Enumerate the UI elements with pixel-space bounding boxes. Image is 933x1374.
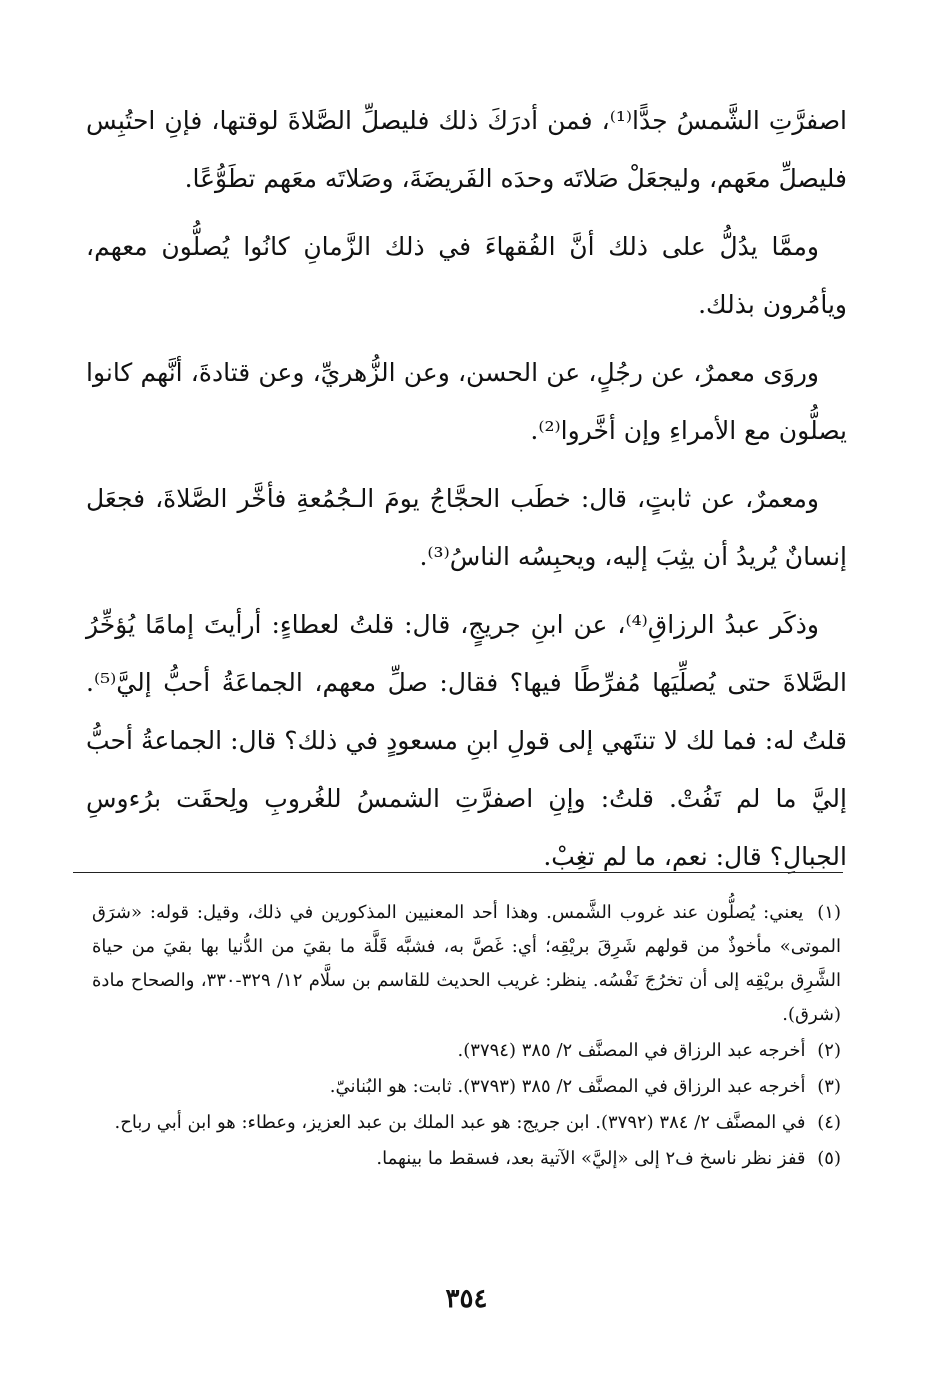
footnote-number: (٤) bbox=[817, 1112, 841, 1133]
footnote bbox=[92, 896, 841, 1032]
main-text bbox=[86, 92, 847, 896]
footnote-text: في المصنَّف ٢/ ٣٨٤ (٣٧٩٢). ابن جريج: هو عبد الملك بن عبد العزيز، وعطاء: هو ابن أبي رباح. bbox=[114, 1112, 806, 1133]
footnote-number: (٢) bbox=[817, 1040, 841, 1061]
footnotes bbox=[92, 896, 841, 1178]
paragraph: وممَّا يدُلُّ على ذلك أنَّ الفُقهاءَ في ذلك الزَّمانِ كانُوا يُصلُّون معهم، ويأمُرون بذلك. bbox=[86, 232, 847, 319]
footnote-text: أخرجه عبد الرزاق في المصنَّف ٢/ ٣٨٥ (٣٧٩٣). ثابت: هو البُنانيّ. bbox=[329, 1076, 806, 1097]
page-number: ٣٥٤ bbox=[445, 1284, 488, 1314]
footnote bbox=[92, 1034, 841, 1068]
footnote bbox=[92, 1106, 841, 1140]
footnote-number: (٣) bbox=[817, 1076, 841, 1097]
footnote-text: قفز نظر ناسخ ف٢ إلى «إليَّ» الآتية بعد، فسقط ما بينهما. bbox=[376, 1148, 806, 1169]
paragraph: وذكَر عبدُ الرزاقِ⁽⁴⁾، عن ابنِ جريجٍ، قال: قلتُ لعطاءٍ: أرأيتَ إمامًا يُؤخِّرُ الصَّلاةَ حتى يُصلِّيَها مُفرِّطًا فيها؟ فقال: صلِّ معهم، الجماعَةُ أحبُّ إليَّ⁽⁵⁾. قلتُ له: فما لك لا تنتَهي إلى قولِ ابنِ مسعودٍ في ذلك؟ قال: الجماعةُ أحبُّ إليَّ ما لم تَفُتْ. قلتُ: وإنِ اصفرَّتِ الشمسُ للغُروبِ ولِحقَت برُءوسِ الجبالِ؟ قال: نعم، ما لم تغِبْ. bbox=[86, 610, 847, 871]
footnote-divider bbox=[73, 872, 843, 873]
footnote bbox=[92, 1070, 841, 1104]
footnote-text: يعني: يُصلُّون عند غروب الشَّمس. وهذا أحد المعنيين المذكورين في ذلك، وقيل: قوله: «شرَق الموتى» مأخوذٌ من قولهم شَرِقَ بريْقِه؛ أي: غَصَّ به، فشبَّه قَلَّة ما بقيَ من الدُّنيا بها بقيَ من حياة الشَّرِق بريْقِه إلى أن تخرُجَ نَفْسُه. ينظر: غريب الحديث للقاسم بن سلَّام ١٢/ ٣٢٩-٣٣٠، والصحاح مادة (شرق). bbox=[92, 902, 841, 1025]
paragraph: ومعمرٌ، عن ثابتٍ، قال: خطَب الحجَّاجُ يومَ الـجُمُعةِ فأخَّر الصَّلاةَ، فجعَل إنسانٌ يُريدُ أن يثِبَ إليه، ويحبِسُه الناسُ⁽³⁾. bbox=[86, 484, 847, 571]
footnote-number: (٥) bbox=[817, 1148, 841, 1169]
footnote-number: (١) bbox=[817, 902, 841, 923]
footnote bbox=[92, 1142, 841, 1176]
footnote-text: أخرجه عبد الرزاق في المصنَّف ٢/ ٣٨٥ (٣٧٩٤). bbox=[457, 1040, 806, 1061]
paragraph: اصفرَّتِ الشَّمسُ جدًّا⁽¹⁾، فمن أدرَكَ ذلك فليصلِّ الصَّلاةَ لوقتها، فإنِ احتُبِس فليصلِّ معَهم، وليجعَلْ صَلاتَه وحدَه الفَريضَةَ، وصَلاتَه معَهم تطَوُّعًا. bbox=[86, 106, 847, 193]
paragraph: وروَى معمرٌ، عن رجُلٍ، عن الحسن، وعن الزُّهريِّ، وعن قتادةَ، أنَّهم كانوا يصلُّون مع الأمراءِ وإن أخَّروا⁽²⁾. bbox=[86, 358, 847, 445]
